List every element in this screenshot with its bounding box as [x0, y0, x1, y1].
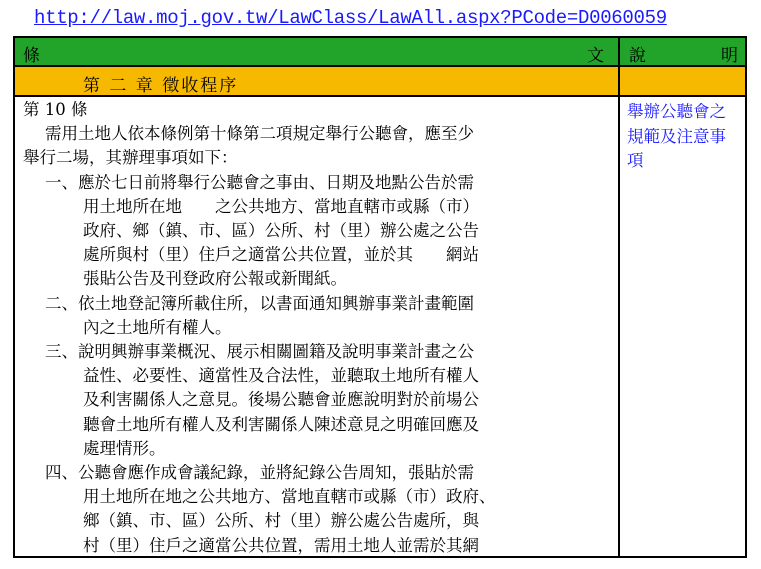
- article-line: 聽會土地所有權人及利害關係人陳述意見之明確回應及: [83, 414, 479, 434]
- article-line: 鄉（鎮、市、區）公所、村（里）辦公處公告處所，與: [83, 511, 479, 531]
- article-line: 處所與村（里）住戶之適當公共位置，並於其 網站: [83, 245, 479, 265]
- header-note-left: 說: [629, 46, 646, 66]
- article-number: 第 10 條: [23, 100, 88, 119]
- header-article-left: 條: [23, 46, 40, 66]
- article-line: 益性、必要性、適當性及合法性，並聽取土地所有權人: [83, 366, 479, 386]
- article-line: 舉行二場，其辦理事項如下：: [23, 148, 238, 168]
- header-article-right: 文: [587, 46, 604, 66]
- article-line: 內之土地所有權人。: [83, 317, 232, 337]
- source-url-link[interactable]: http://law.moj.gov.tw/LawClass/LawAll.aspx?PCode=D0060059: [34, 7, 667, 29]
- law-table: [13, 36, 747, 558]
- article-line: 二、依土地登記簿所載住所，以書面通知興辦事業計畫範圍: [45, 293, 474, 313]
- article-line: 四、公聽會應作成會議紀錄，並將紀錄公告周知，張貼於需: [45, 463, 474, 483]
- table-header-row: [15, 38, 745, 67]
- note-cell: 舉辦公聽會之規範及注意事項: [627, 102, 726, 170]
- article-lines: [23, 122, 613, 558]
- article-line: 一、應於七日前將舉行公聽會之事由、日期及地點公告於需: [45, 172, 474, 192]
- chapter-title: 第 二 章 徵收程序: [83, 76, 239, 96]
- article-line: 用土地所在地之公共地方、當地直轄市或縣（市）政府、: [83, 487, 496, 507]
- article-body: [23, 98, 613, 558]
- chapter-row: [15, 67, 745, 97]
- article-line: 三、說明興辦事業概況、展示相關圖籍及說明事業計畫之公: [45, 342, 474, 362]
- article-line: 及利害關係人之意見。後場公聽會並應說明對於前場公: [83, 390, 479, 410]
- column-divider: [618, 38, 620, 558]
- article-line: 張貼公告及刊登政府公報或新聞紙。: [83, 269, 347, 289]
- article-line: 用土地所在地 之公共地方、當地直轄市或縣（市）: [83, 196, 479, 216]
- header-note-right: 明: [721, 46, 738, 66]
- article-line: 村（里）住戶之適當公共位置，需用土地人並需於其網: [83, 535, 479, 555]
- article-line: 政府、鄉（鎮、市、區）公所、村（里）辦公處之公告: [83, 221, 479, 241]
- article-line: 處理情形。: [83, 438, 166, 458]
- article-line: 需用土地人依本條例第十條第二項規定舉行公聽會，應至少: [45, 124, 474, 144]
